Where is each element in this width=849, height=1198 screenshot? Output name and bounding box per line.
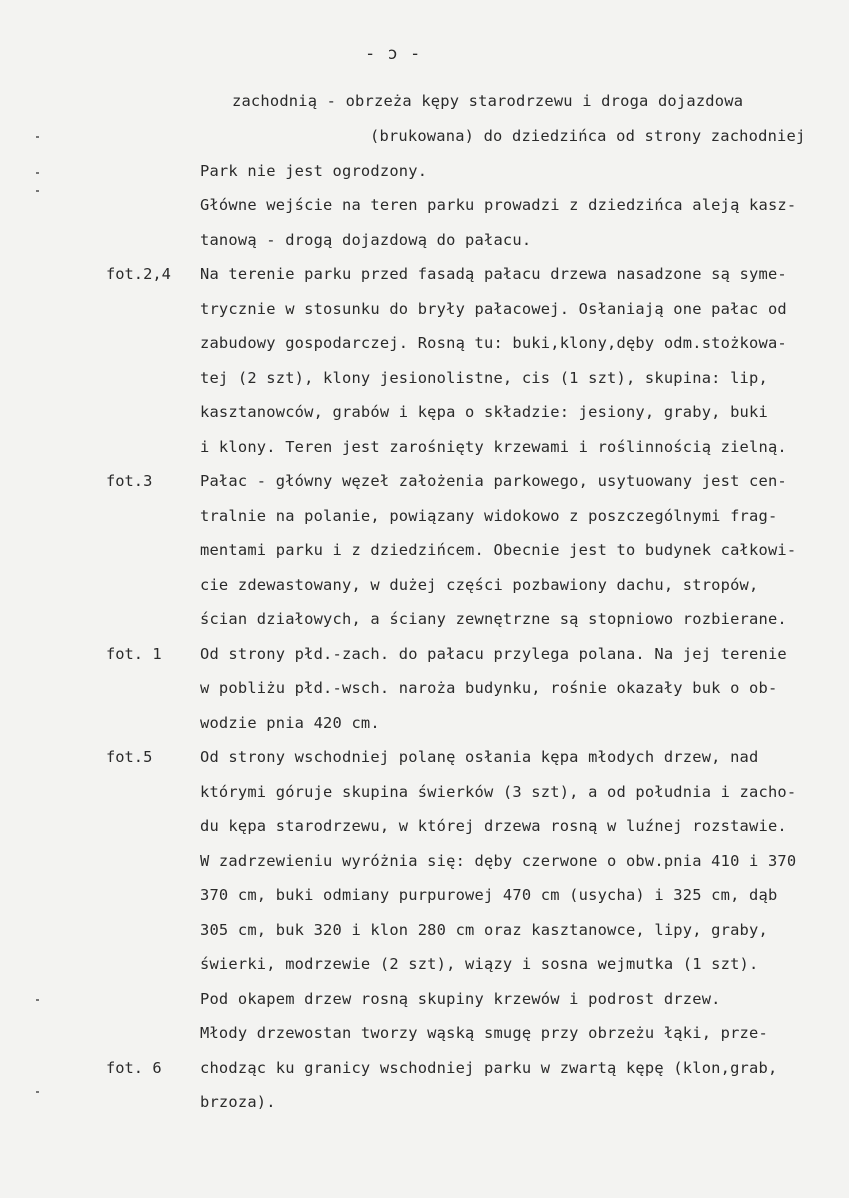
text-line: mentami parku i z dziedzińcem. Obecnie jest to budynek całkowi-	[200, 541, 797, 559]
text-line: Park nie jest ogrodzony.	[200, 162, 428, 180]
margin-note: fot.5	[106, 748, 153, 766]
scan-mark	[36, 1091, 39, 1093]
scan-mark	[36, 136, 39, 138]
text-line: w pobliżu płd.-wsch. naroża budynku, rośnie okazały buk o ob-	[200, 679, 778, 697]
text-line: kasztanowców, grabów i kępa o składzie: jesiony, graby, buki	[200, 403, 768, 421]
text-line: Pałac - główny węzeł założenia parkowego, usytuowany jest cen-	[200, 472, 787, 490]
margin-note: fot.3	[106, 472, 153, 490]
margin-note: fot. 1	[106, 645, 162, 663]
text-line: Na terenie parku przed fasadą pałacu drzewa nasadzone są syme-	[200, 265, 787, 283]
text-line: ścian działowych, a ściany zewnętrzne są stopniowo rozbierane.	[200, 610, 787, 628]
text-line: tej (2 szt), klony jesionolistne, cis (1 szt), skupina: lip,	[200, 369, 768, 387]
text-line: zachodnią - obrzeża kępy starodrzewu i droga dojazdowa	[232, 92, 744, 110]
text-line: świerki, modrzewie (2 szt), wiązy i sosna wejmutka (1 szt).	[200, 955, 759, 973]
text-line: W zadrzewieniu wyróżnia się: dęby czerwone o obw.pnia 410 i 370	[200, 852, 797, 870]
scan-mark	[36, 999, 39, 1001]
text-line: cie zdewastowany, w dużej części pozbawiony dachu, stropów,	[200, 576, 759, 594]
text-line: Młody drzewostan tworzy wąską smugę przy obrzeżu łąki, prze-	[200, 1024, 768, 1042]
text-line: chodząc ku granicy wschodniej parku w zwartą kępę (klon,grab,	[200, 1059, 778, 1077]
scan-mark	[36, 172, 39, 174]
text-line: trycznie w stosunku do bryły pałacowej. Osłaniają one pałac od	[200, 300, 787, 318]
text-line: którymi góruje skupina świerków (3 szt), a od południa i zacho-	[200, 783, 797, 801]
text-line: Pod okapem drzew rosną skupiny krzewów i podrost drzew.	[200, 990, 721, 1008]
text-line: Od strony wschodniej polanę osłania kępa młodych drzew, nad	[200, 748, 759, 766]
text-line: Od strony płd.-zach. do pałacu przylega polana. Na jej terenie	[200, 645, 787, 663]
margin-note: fot.2,4	[106, 265, 171, 283]
text-line: du kępa starodrzewu, w której drzewa rosną w luźnej rozstawie.	[200, 817, 787, 835]
text-line: i klony. Teren jest zarośnięty krzewami i roślinnością zielną.	[200, 438, 787, 456]
scan-mark	[36, 190, 39, 192]
text-line: 305 cm, buk 320 i klon 280 cm oraz kasztanowce, lipy, graby,	[200, 921, 768, 939]
text-line: zabudowy gospodarczej. Rosną tu: buki,klony,dęby odm.stożkowa-	[200, 334, 787, 352]
text-line: 370 cm, buki odmiany purpurowej 470 cm (usycha) i 325 cm, dąb	[200, 886, 778, 904]
text-line: tralnie na polanie, powiązany widokowo z poszczególnymi frag-	[200, 507, 778, 525]
page-number: - ɔ -	[365, 44, 422, 64]
text-line: wodzie pnia 420 cm.	[200, 714, 380, 732]
text-line: brzoza).	[200, 1093, 276, 1111]
margin-note: fot. 6	[106, 1059, 162, 1077]
text-line: tanową - drogą dojazdową do pałacu.	[200, 231, 532, 249]
text-line: (brukowana) do dziedzińca od strony zachodniej	[370, 127, 806, 145]
text-line: Główne wejście na teren parku prowadzi z dziedzińca aleją kasz-	[200, 196, 797, 214]
